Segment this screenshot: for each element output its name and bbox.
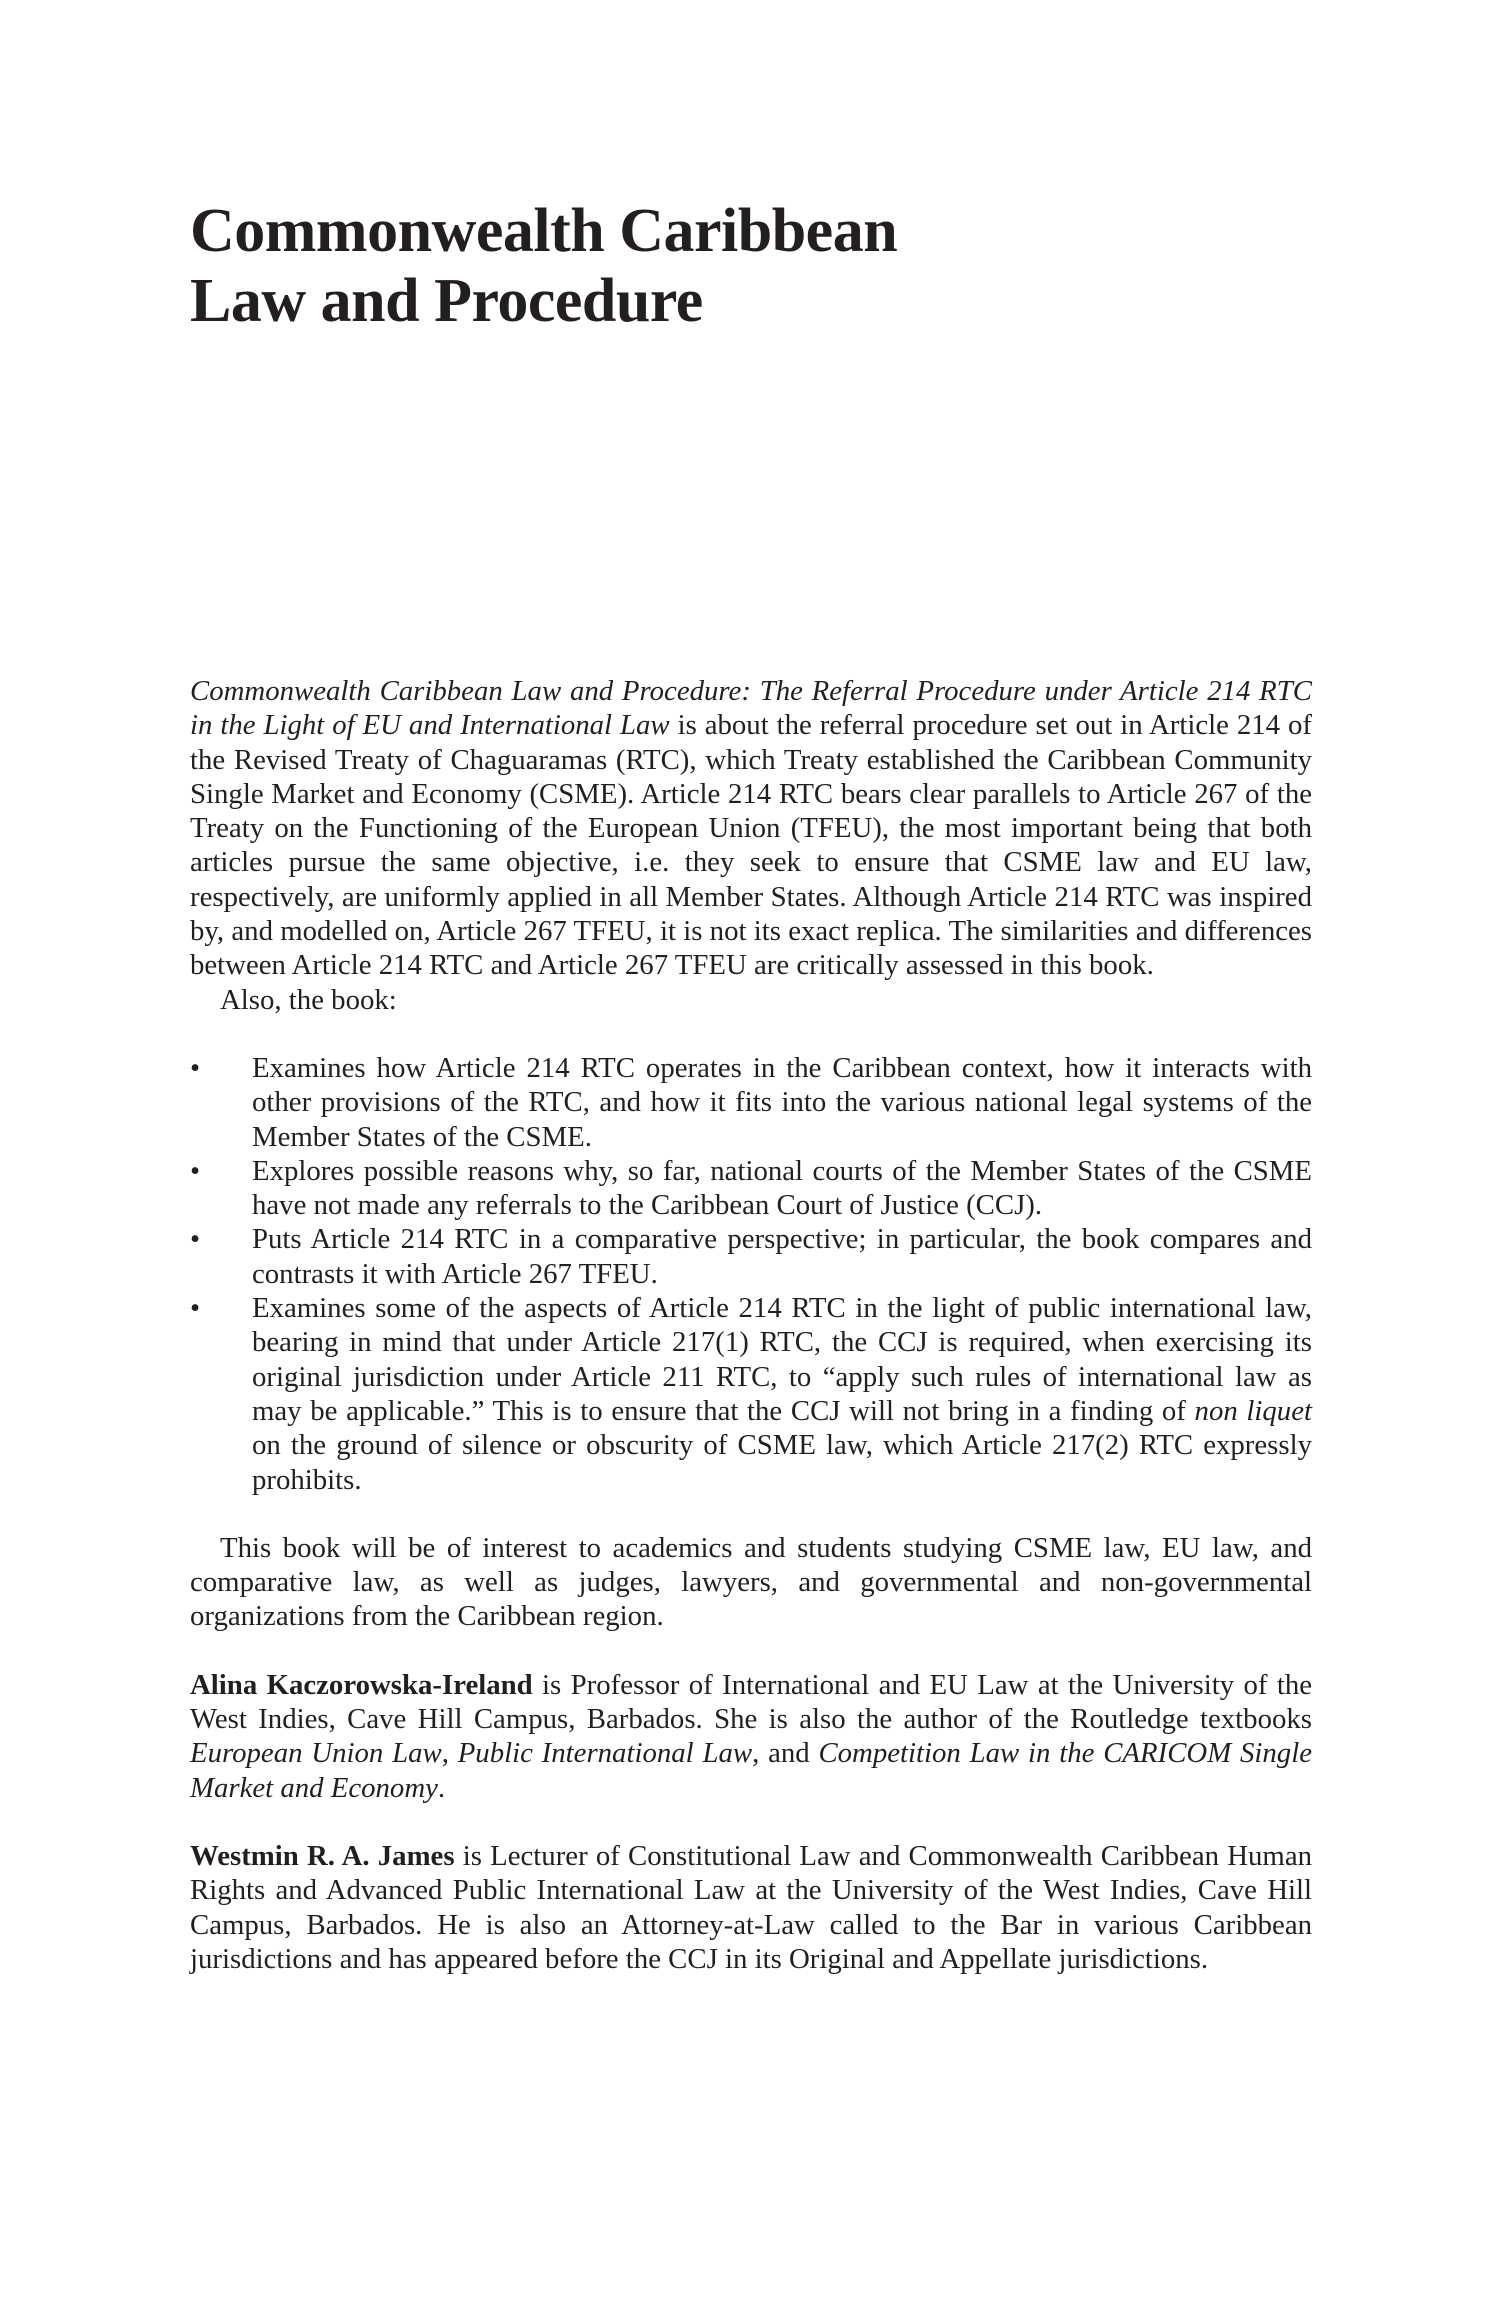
feature-text-italic: non liquet [1194, 1394, 1312, 1427]
feature-item [190, 1222, 1312, 1291]
bullet-icon: • [190, 1051, 201, 1084]
blurb [190, 674, 1312, 1976]
author-1-end: . [437, 1771, 446, 1804]
feature-text-part: Examines some of the aspects of Article 214 RTC in the light of public international law, bearing in mind that under Article 217(1) RTC, the CCJ is required, when exercising its original jurisdiction under Article 211 RTC, to “apply such rules of international law as may be applicable.” This is to ensure that the CCJ will not bring in a finding of [252, 1292, 1312, 1427]
bullet-icon: • [190, 1154, 201, 1187]
author-2-name: Westmin R. A. James [190, 1839, 455, 1872]
author-2-bio [190, 1839, 1312, 1976]
author-2-text: is Lecturer of Constitutional Law and Commonwealth Caribbean Human Rights and Advanced Public International Law at the University of the West Indies, Cave Hill Campus, Barbados. He is also an Attorney-at-Law called to the Bar in various Caribbean jurisdictions and has appeared before the CCJ in its Original and Appellate jurisdictions. [190, 1839, 1312, 1975]
intro-paragraph [190, 674, 1312, 983]
also-line: Also, the book: [220, 983, 397, 1016]
author-1-book-1: European Union Law [190, 1737, 442, 1770]
author-1-text: is Professor of International and EU Law at the University of the West Indies, Cave Hill Campus, Barbados. She is also the author of the Routledge textbooks [190, 1668, 1312, 1736]
intro-book-title: Commonwealth Caribbean Law and Procedure: The Referral Procedure under Article 214 RTC in the Light of EU and International Law [190, 675, 1312, 742]
feature-text-part: on the ground of silence or obscurity of CSME law, which Article 217(2) RTC expressly prohibits. [252, 1429, 1312, 1496]
book-title [190, 196, 1330, 336]
book-title-line-1: Commonwealth Caribbean [190, 197, 898, 265]
feature-text: Puts Article 214 RTC in a comparative perspective; in particular, the book compares and contrasts it with Article 267 TFEU. [252, 1223, 1312, 1290]
intro-text: is about the referral procedure set out in Article 214 of the Revised Treaty of Chaguaramas (RTC), which Treaty established the Caribbean Community Single Market and Economy (CSME). Article 214 RTC bears clear parallels to Article 267 of the Treaty on the Functioning of the European Union (TFEU), the most important being that both articles pursue the same objective, i.e. they seek to ensure that CSME law and EU law, respectively, are uniformly applied in all Member States. Although Article 214 RTC was inspired by, and modelled on, Article 267 TFEU, it is not its exact replica. The similarities and differences between Article 214 RTC and Article 267 TFEU are critically assessed in this book. [190, 709, 1312, 982]
feature-list [190, 1051, 1312, 1497]
author-1-name: Alina Kaczorowska-Ireland [190, 1668, 533, 1701]
author-1-book-3: Competition Law in the CARICOM Single Market and Economy [190, 1737, 1312, 1804]
feature-item [190, 1291, 1312, 1497]
book-title-line-2: Law and Procedure [190, 267, 703, 335]
author-1-bio [190, 1668, 1312, 1805]
bullet-icon: • [190, 1292, 201, 1325]
feature-item [190, 1051, 1312, 1154]
feature-text: Examines how Article 214 RTC operates in the Caribbean context, how it interacts with other provisions of the RTC, and how it fits into the various national legal systems of the Member States of the CSME. [252, 1051, 1312, 1153]
author-1-separator: , and [752, 1737, 819, 1770]
bullet-icon: • [190, 1223, 201, 1256]
author-1-separator: , [441, 1737, 458, 1770]
author-1-book-2: Public International Law [457, 1737, 753, 1770]
audience-paragraph: This book will be of interest to academics and students studying CSME law, EU law, and comparative law, as well as judges, lawyers, and governmental and non-governmental organizations from the Caribbean region. [190, 1531, 1312, 1633]
feature-text: Explores possible reasons why, so far, national courts of the Member States of the CSME have not made any referrals to the Caribbean Court of Justice (CCJ). [252, 1154, 1312, 1222]
feature-item [190, 1154, 1312, 1223]
